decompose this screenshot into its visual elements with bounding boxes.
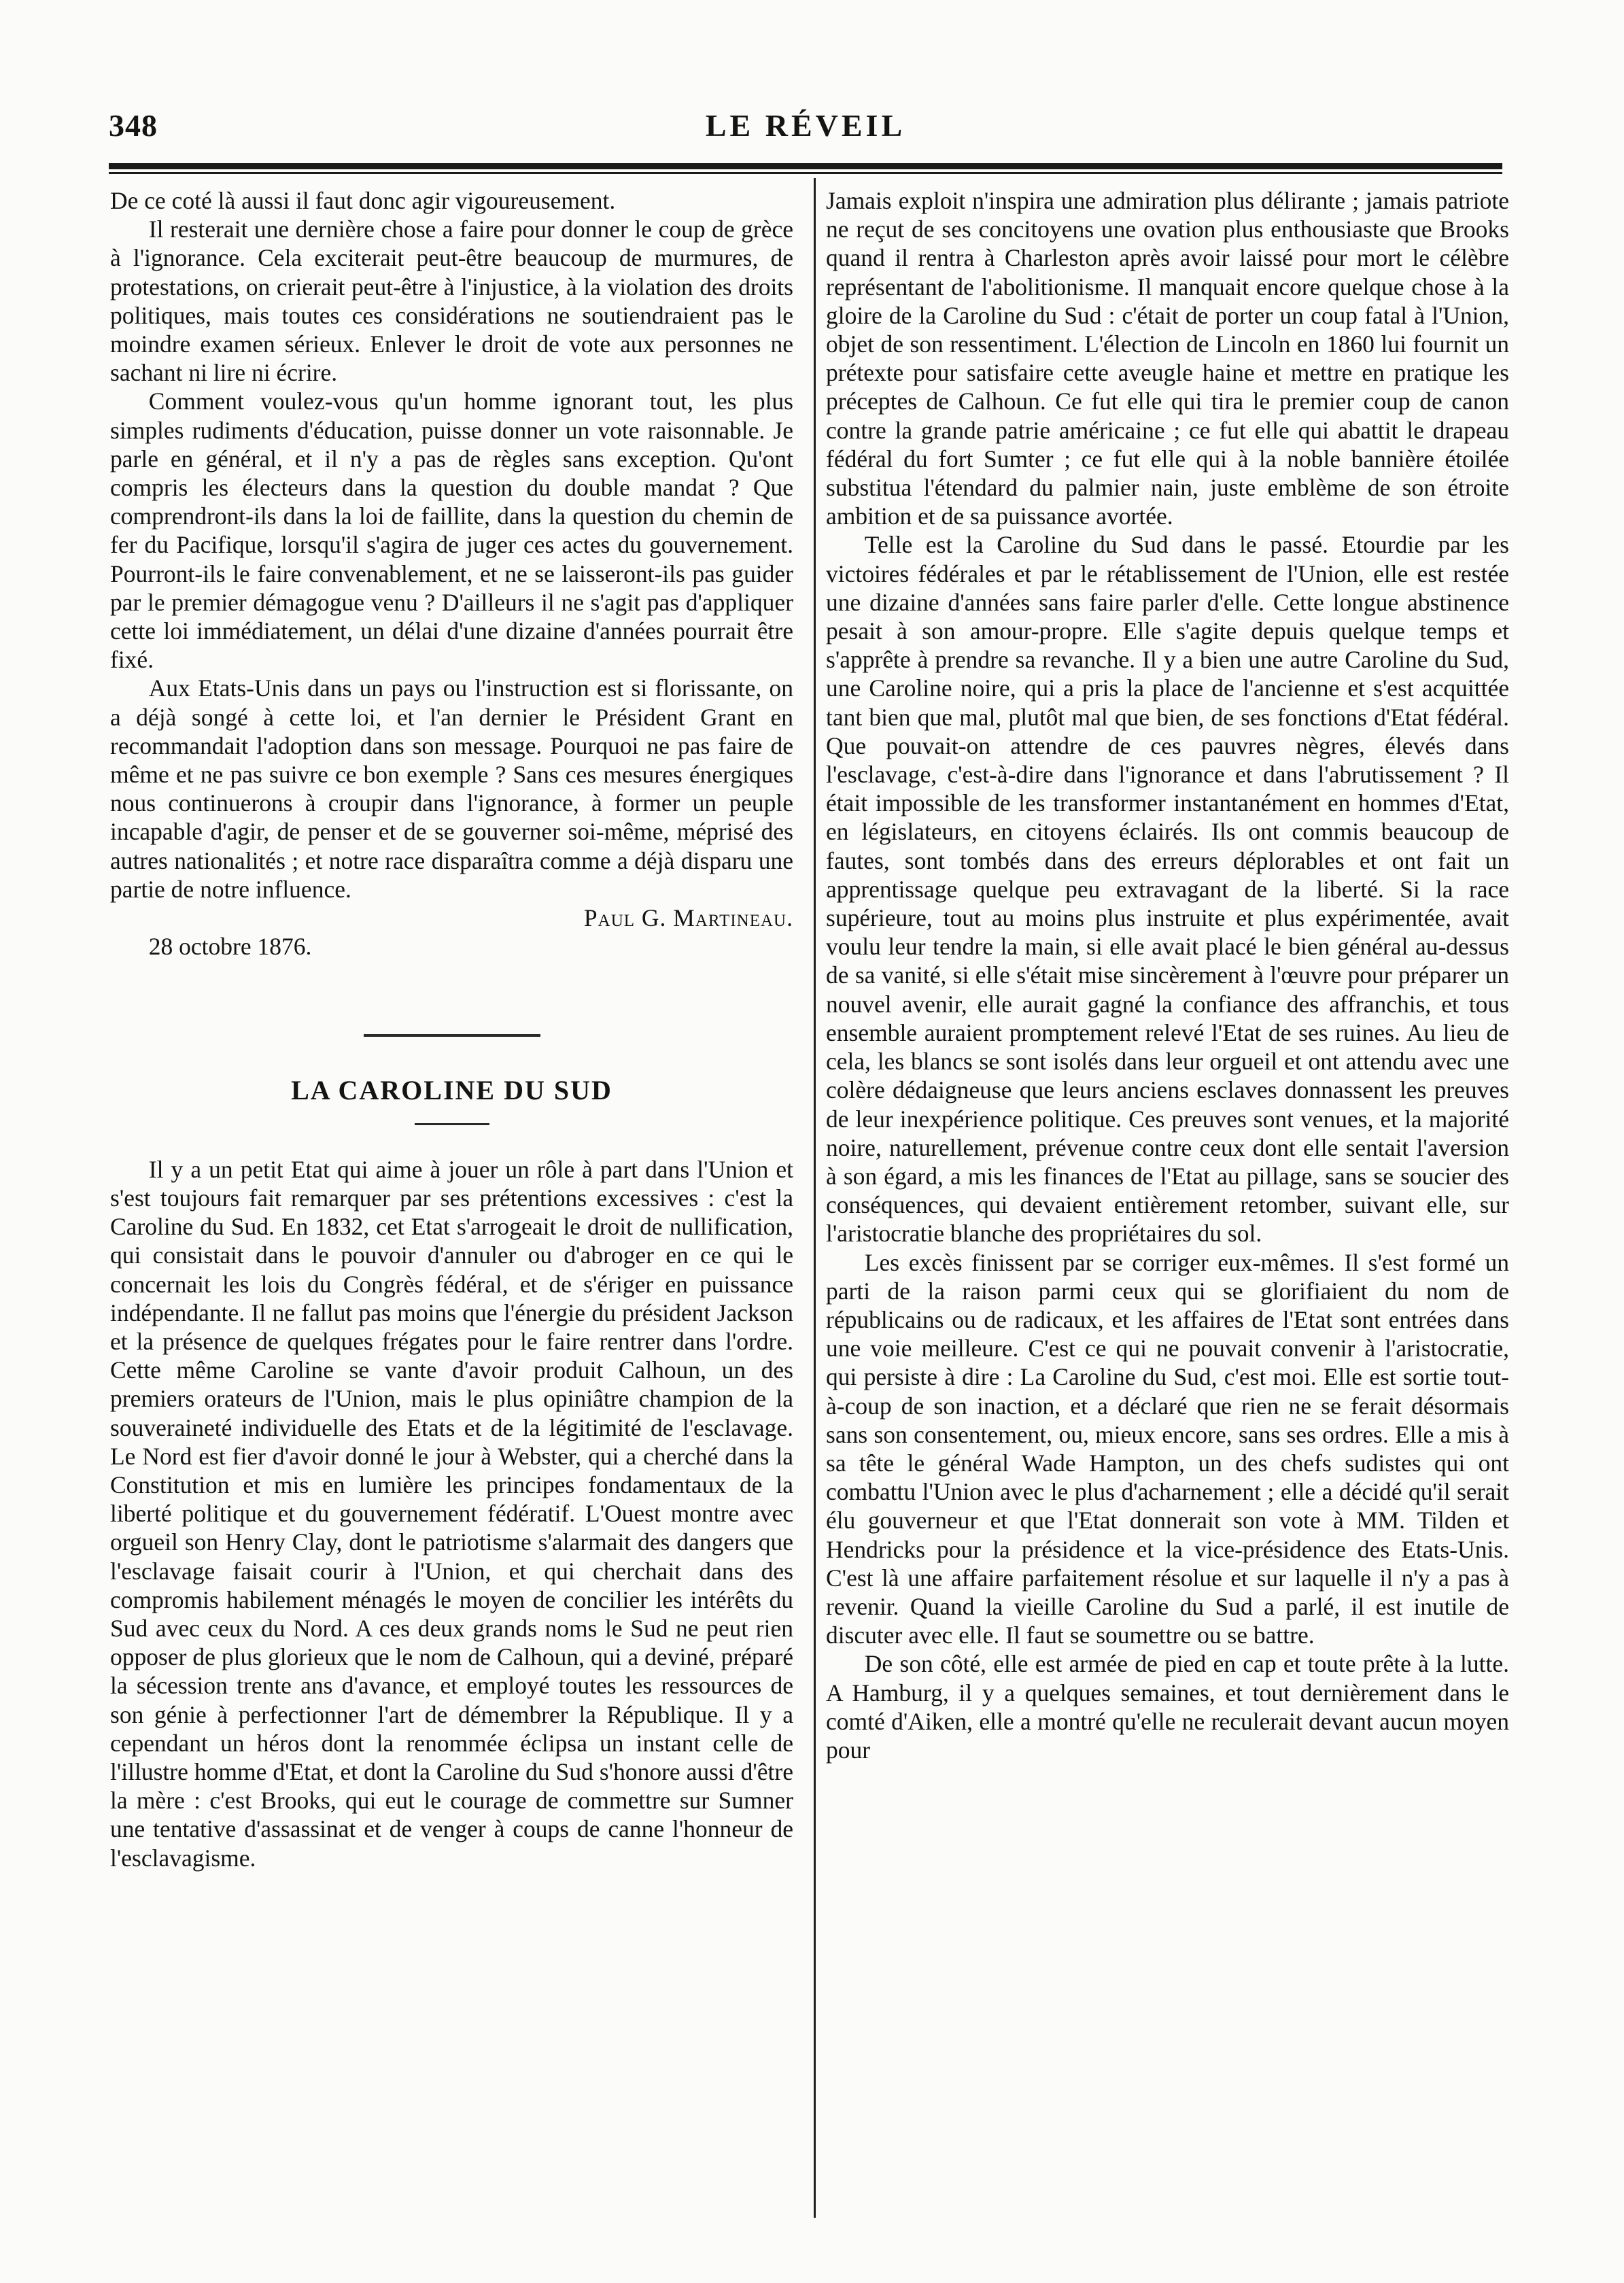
paragraph: Il resterait une dernière chose a faire pour donner le coup de grèce à l'ignorance. Cela exciterait peut-être beaucoup de murmures, de protestations, on crierait peut-être à l'injustice, à la violation des droits politiques, mais toutes ces considérations ne soutiendraient pas le moindre examen sérieux. Enlever le droit de vote aux personnes ne sachant ni lire ni écrire. [110,216,793,387]
left-column [110,186,793,1872]
journal-title: LE RÉVEIL [705,108,906,143]
page-number: 348 [109,108,158,143]
paragraph: Aux Etats-Unis dans un pays ou l'instruction est si florissante, on a déjà songé à cette loi, et l'an dernier le Président Grant en recommandait l'adoption dans son message. Pourquoi ne pas faire de même et ne pas suivre ce bon exemple ? Sans ces mesures énergiques nous continuerons à croupir dans l'ignorance, à former un peuple incapable d'agir, de penser et de se gouverner soi-même, méprisé des autres nationalités ; et notre race disparaîtra comme a déjà disparu une partie de notre influence. [110,674,793,903]
paragraph: De ce coté là aussi il faut donc agir vigoureusement. [110,187,616,214]
paragraph: Les excès finissent par se corriger eux-mêmes. Il s'est formé un parti de la raison parmi ceux qui se glorifiaient du nom de républicains ou de radicaux, et les affaires de l'Etat sont entrées dans une voie meilleure. C'est ce qui ne pouvait convenir à l'aristocratie, qui persiste à dire : La Caroline du Sud, c'est moi. Elle est sortie tout-à-coup de son inaction, et a déclaré que rien ne se ferait désormais sans son consentement, ou, mieux encore, sans ses ordres. Elle a mis à sa tête le général Wade Hampton, un des chefs sudistes qui ont combattu l'Union avec le plus d'acharnement ; elle a décidé qu'il serait élu gouverneur et que l'Etat donnerait son vote à MM. Tilden et Hendricks pour la présidence et la vice-présidence des Etats-Unis. C'est là une affaire parfaitement résolue et sur laquelle il n'y a pas à revenir. Quand la vieille Caroline du Sud a parlé, il est inutile de discuter avec elle. Il faut se soumettre ou se battre. [826,1248,1509,1649]
paragraph: Telle est la Caroline du Sud dans le passé. Etourdie par les victoires fédérales et par le rétablissement de l'Union, elle est restée une dizaine d'années sans faire parler d'elle. Cette longue abstinence pesait à son amour-propre. Elle s'agite depuis quelque temps et s'apprête à prendre sa revanche. Il y a bien une autre Caroline du Sud, une Caroline noire, qui a pris la place de l'ancienne et s'est acquittée tant bien que mal, plutôt mal que bien, de ses fonctions d'Etat fédéral. Que pouvait-on attendre de ces pauvres nègres, élevés dans l'esclavage, c'est-à-dire dans l'ignorance et dans l'abrutissement ? Il était impossible de les transformer instantanément en hommes d'Etat, en législateurs, en citoyens éclairés. Ils ont commis beaucoup de fautes, sont tombés dans des erreurs déplorables et ont fait un apprentissage quelque peu extravagant de la liberté. Si la race supérieure, tout au moins plus instruite et plus expérimentée, avait voulu leur tendre la main, si elle avait placé le bien général au-dessus de sa vanité, si elle s'était mise sincèrement à l'œuvre pour préparer un nouvel avenir, elle aurait gagné la confiance des affranchis, et tous ensemble auraient promptement relevé l'Etat de ses ruines. Au lieu de cela, les blancs se sont isolés dans leur orgueil et ont attendu avec une colère dédaigneuse que leurs anciens esclaves donnassent les preuves de leur inexpérience politique. Ces preuves sont venues, et la majorité noire, naturellement, prévenue contre ceux dont elle sentait l'aversion à son égard, a mis les finances de l'Etat au pillage, sans se soucier des conséquences, qui devaient entièrement retomber, suivant elle, sur l'aristocratie blanche des propriétaires du sol. [826,531,1509,1248]
title-underline [415,1123,489,1125]
section-title: LA CAROLINE DU SUD [291,1075,612,1106]
paragraph: De son côté, elle est armée de pied en cap et toute prête à la lutte. A Hamburg, il y a quelques semaines, et tout dernièrement dans le comté d'Aiken, elle a montré qu'elle ne reculerait devant aucun moyen pour [826,1650,1509,1764]
article-date: 28 octobre 1876. [148,933,312,961]
author-signature: Paul G. Martineau. [583,904,793,932]
right-column [826,186,1509,1764]
header-rule [109,163,1502,174]
paragraph: Comment voulez-vous qu'un homme ignorant tout, les plus simples rudiments d'éducation, puisse donner un vote raisonnable. Je parle en général, et il n'y a pas de règles sans exception. Qu'ont compris les électeurs dans la question du double mandat ? Que comprendront-ils dans la loi de faillite, dans la question du chemin de fer du Pacifique, lorsqu'il s'agira de juger ces actes du gouvernement. Pourront-ils le faire convenablement, et ne se laisseront-ils pas guider par le premier démagogue venu ? D'ailleurs il ne s'agit pas d'appliquer cette loi immédiatement, un délai d'une dizaine d'années pourrait être fixé. [110,388,793,674]
paragraph: Il y a un petit Etat qui aime à jouer un rôle à part dans l'Union et s'est toujours fait remarquer par ses prétentions excessives : c'est la Caroline du Sud. En 1832, cet Etat s'arrogeait le droit de nullification, qui consistait dans le pouvoir d'annuler ou d'abroger en ce qui le concernait les lois du Congrès fédéral, et de s'ériger en puissance indépendante. Il ne fallut pas moins que l'énergie du président Jackson et la présence de quelques frégates pour le faire rentrer dans l'ordre. Cette même Caroline se vante d'avoir produit Calhoun, un des premiers orateurs de l'Union, mais le plus opiniâtre champion de la souveraineté individuelle des Etats et de la légitimité de l'esclavage. Le Nord est fier d'avoir donné le jour à Webster, qui a cherché dans la Constitution et mis en lumière les principes fondamentaux de la liberté politique et du gouvernement fédératif. L'Ouest montre avec orgueil son Henry Clay, dont le patriotisme s'alarmait des dangers que l'esclavage faisait courir à l'Union, et qui cherchait dans des compromis habilement ménagés le moyen de concilier les intérêts du Sud avec ceux du Nord. A ces deux grands noms le Sud ne peut rien opposer de plus glorieux que le nom de Calhoun, qui a deviné, préparé la sécession trente ans d'avance, et employé toutes les ressources de son génie à perfectionner l'art de démembrer la République. Il y a cependant un héros dont la renommée éclipsa un instant celle de l'illustre homme d'Etat, et dont la Caroline du Sud s'honore aussi d'être la mère : c'est Brooks, qui eut le courage de commettre sur Sumner une tentative d'assassinat et de venger à coups de canne l'honneur de l'esclavagisme. [110,1155,793,1872]
page-header [109,107,1502,162]
section-divider [364,1034,540,1037]
paragraph: Jamais exploit n'inspira une admiration plus délirante ; jamais patriote ne reçut de ses concitoyens une ovation plus enthousiaste que Brooks quand il rentra à Charleston après avoir laissé pour mort le célèbre représentant de l'abolitionisme. Il manquait encore quelque chose à la gloire de la Caroline du Sud : c'était de porter un coup fatal à l'Union, objet de son ressentiment. L'élection de Lincoln en 1860 lui fournit un prétexte pour satisfaire cette aveugle haine et mettre en pratique les préceptes de Calhoun. Ce fut elle qui tira le premier coup de canon contre la grande patrie américaine ; ce fut elle qui abattit le drapeau fédéral du fort Sumter ; ce fut elle qui à la noble bannière étoilée substitua l'étendard du palmier nain, juste emblème de son étroite ambition et de sa puissance avortée. [826,187,1509,530]
column-divider [814,178,816,2218]
